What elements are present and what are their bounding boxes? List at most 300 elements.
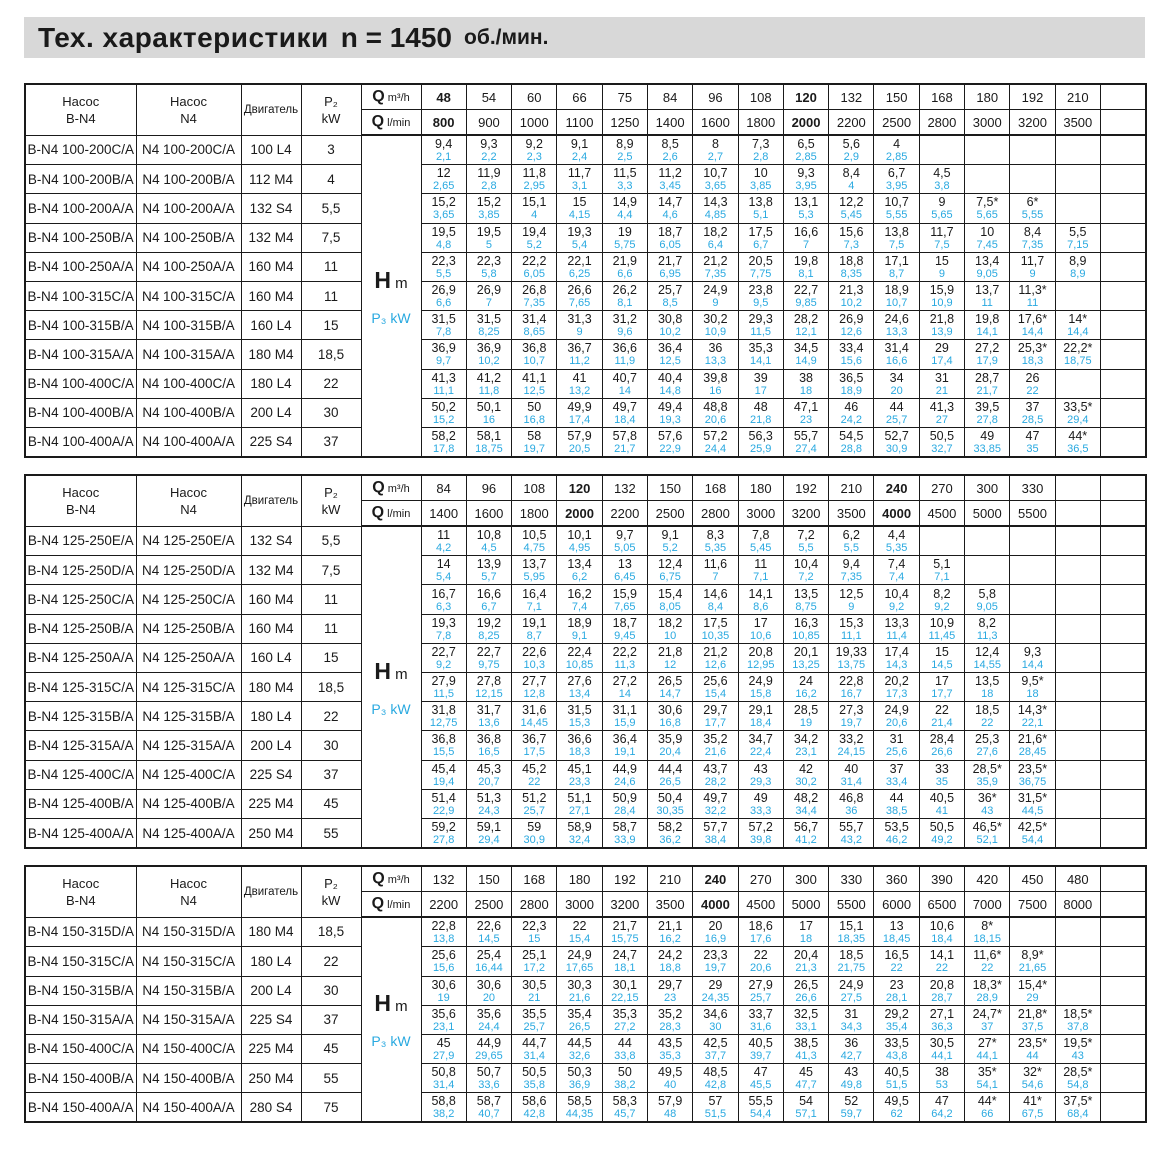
h-p3-cell <box>557 311 602 340</box>
p3-value: 22 <box>935 962 949 975</box>
h-p3-cell <box>965 1093 1010 1123</box>
h-value: 9,3 <box>797 166 815 181</box>
h-p3-cell <box>965 614 1010 643</box>
pump-table-1 <box>24 83 1147 458</box>
h-value: 21,6* <box>1017 732 1048 747</box>
h-value: 22,2* <box>1063 341 1093 356</box>
h-value: 13,7 <box>522 557 547 572</box>
h-p3-cell <box>1055 818 1100 848</box>
p3-value: 43 <box>981 804 994 817</box>
h-p3-cell <box>1010 947 1055 976</box>
p3-value: 18,9 <box>840 384 863 397</box>
h-p3-cell <box>557 731 602 760</box>
h-value: 58,9 <box>567 820 592 835</box>
p3-value: 62 <box>890 1108 903 1121</box>
h-p3-cell <box>919 311 964 340</box>
table-row <box>25 614 1146 643</box>
h-value: 35,2 <box>657 1006 683 1021</box>
p2-value: 22 <box>301 947 361 976</box>
h-value: 16,3 <box>793 615 819 630</box>
h-value: 13,8 <box>884 224 909 239</box>
h-p3-cell <box>1055 789 1100 818</box>
p3-value: 4,4 <box>617 209 633 222</box>
h-value: 29,1 <box>748 703 773 718</box>
p3-value: 10,7 <box>885 297 908 310</box>
h-value: 25,6 <box>703 674 728 689</box>
p3-value: 8,5 <box>662 297 678 310</box>
h-p3-cell <box>829 643 874 672</box>
p3-value: 34,4 <box>795 804 817 817</box>
h-p3-cell <box>466 1005 511 1034</box>
q-symbol: Q <box>372 870 385 888</box>
h-p3-cell <box>512 135 557 165</box>
h-p3-cell <box>783 731 828 760</box>
q-m3h-value: 210 <box>647 866 692 892</box>
p3-value: 2,95 <box>523 180 545 193</box>
h-p3-cell <box>602 673 647 702</box>
q-lmin-label-unit: l/min <box>384 508 411 521</box>
p3-value: 5,7 <box>481 571 497 584</box>
pump-n4-name: N4 150-400A/A <box>136 1093 241 1123</box>
q-lmin-label <box>361 501 421 527</box>
q-m3h-value <box>1100 475 1145 501</box>
p3-value: 2,3 <box>526 151 542 164</box>
h-value: 22,4 <box>567 644 592 659</box>
h-value: 7,8 <box>752 528 770 543</box>
p3-value: 10,2 <box>478 355 500 368</box>
h-p3-cell <box>1010 976 1055 1005</box>
h-p3-cell <box>1055 281 1100 310</box>
p3-value: 14,5 <box>478 933 500 946</box>
h-value: 57,9 <box>567 428 592 443</box>
h-p3-cell <box>738 526 783 556</box>
pump-n4-name: N4 125-250D/A <box>136 556 241 585</box>
p3-value: 2,6 <box>662 151 678 164</box>
h-p3-cell <box>1010 614 1055 643</box>
h-p3-cell <box>1010 702 1055 731</box>
h-p3-cell <box>421 369 466 398</box>
h-value: 57,9 <box>657 1094 683 1109</box>
h-value: 33 <box>934 761 949 776</box>
h-p3-cell <box>602 311 647 340</box>
h-value: 7,3 <box>752 137 770 152</box>
h-value: 36,8 <box>522 341 547 356</box>
h-p3-cell <box>647 673 692 702</box>
p3-value: 9 <box>848 600 855 613</box>
h-value: 17,4 <box>884 644 909 659</box>
h-p3-cell <box>874 1093 919 1123</box>
h-value: 52 <box>844 1094 859 1109</box>
h-value: 41,3 <box>929 399 955 414</box>
h-p3-cell <box>738 643 783 672</box>
motor-value: 160 M4 <box>241 585 301 614</box>
pump-n4-header-line2: N4 <box>180 110 197 126</box>
q-m3h-value: 180 <box>965 84 1010 110</box>
h-p3-cell <box>965 789 1010 818</box>
h-value: 28,2 <box>793 312 819 327</box>
q-m3h-label-unit: m³/h <box>384 874 410 887</box>
q-m3h-value: 210 <box>1055 84 1100 110</box>
h-value: 8,5 <box>661 137 679 152</box>
h-p3-cell <box>1010 223 1055 252</box>
p2-value: 11 <box>301 252 361 281</box>
p3-value: 5,8 <box>481 267 497 280</box>
h-p3-cell <box>512 281 557 310</box>
h-value: 59,1 <box>476 820 502 835</box>
h-p3-cell <box>602 585 647 614</box>
h-p3-cell <box>965 702 1010 731</box>
p3-value: 43,8 <box>885 1049 908 1062</box>
h-p3-cell <box>829 369 874 398</box>
h-p3-cell <box>783 1005 828 1034</box>
p3-value: 14,1 <box>976 326 998 339</box>
h-p3-cell <box>738 398 783 427</box>
p2-value: 37 <box>301 760 361 789</box>
h-value: 8,9* <box>1021 948 1044 963</box>
pump-bn4-name: B-N4 100-400C/A <box>25 369 136 398</box>
h-value: 50,5 <box>929 820 955 835</box>
h-p3-cell <box>421 673 466 702</box>
h-value: 50,1 <box>476 399 502 414</box>
h-p3-cell <box>602 1064 647 1093</box>
q-m3h-value <box>1055 475 1100 501</box>
motor-value: 180 L4 <box>241 702 301 731</box>
pump-n4-name: N4 100-200B/A <box>136 165 241 194</box>
h-value: 17 <box>934 674 949 689</box>
h-value: 7,4 <box>887 557 906 572</box>
table-row <box>25 252 1146 281</box>
p3-value: 23,1 <box>432 1020 455 1033</box>
p3-value: 28,1 <box>885 991 908 1004</box>
h-value: 36,7 <box>522 732 547 747</box>
p3-value: 2,8 <box>481 180 497 193</box>
p2-value: 55 <box>301 1064 361 1093</box>
p3-value: 16,5 <box>478 746 500 759</box>
h-value: 22,8 <box>431 919 456 934</box>
table-section-bn4-100 <box>24 83 1145 458</box>
h-p3-cell <box>1100 702 1145 731</box>
h-p3-cell <box>738 281 783 310</box>
h-p3-cell <box>919 526 964 556</box>
p3-value: 28,9 <box>976 991 998 1004</box>
h-p3-cell <box>512 976 557 1005</box>
pump-n4-name: N4 150-400B/A <box>136 1064 241 1093</box>
h-p3-cell <box>466 585 511 614</box>
q-lmin-value: 1600 <box>693 110 738 136</box>
p3-value: 17,6 <box>750 933 772 946</box>
p3-value: 25,6 <box>885 746 908 759</box>
h-value: 50,8 <box>431 1065 456 1080</box>
h-value: 19,4 <box>522 224 547 239</box>
h-value: 19,5* <box>1063 1035 1093 1050</box>
h-value: 32,5 <box>793 1006 819 1021</box>
h-value: 41,2 <box>476 370 502 385</box>
p3-value: 5,4 <box>571 238 588 251</box>
motor-header: Двигатель <box>241 866 301 917</box>
p3-value: 3,65 <box>704 180 727 193</box>
h-value: 24,9 <box>748 674 773 689</box>
p3-value: 39,7 <box>750 1049 772 1062</box>
h-value: 17,5 <box>703 615 728 630</box>
h-p3-cell <box>466 731 511 760</box>
motor-value: 250 M4 <box>241 818 301 848</box>
p3-value: 42,8 <box>704 1079 727 1092</box>
h-value: 18,2 <box>657 615 683 630</box>
h-p3-cell <box>466 556 511 585</box>
p3-value: 21 <box>528 991 541 1004</box>
h-value: 58,1 <box>476 428 502 443</box>
h-p3-cell <box>829 976 874 1005</box>
h-p3-cell <box>557 223 602 252</box>
p3-value: 29,3 <box>750 775 772 788</box>
p3-value: 7,35 <box>704 267 727 280</box>
p2-value: 75 <box>301 1093 361 1123</box>
p3-value: 2,8 <box>753 151 769 164</box>
p3-value: 19,3 <box>659 413 681 426</box>
h-p3-cell <box>919 976 964 1005</box>
p3-value: 33,3 <box>750 804 772 817</box>
h-value: 12,4 <box>657 557 683 572</box>
h-value: 5,8 <box>978 586 996 601</box>
h-value: 56,3 <box>748 428 773 443</box>
p3-value: 14,7 <box>659 688 681 701</box>
p3-value: 10 <box>664 629 677 642</box>
h-p3-cell <box>783 194 828 223</box>
h-p3-cell <box>1100 135 1145 165</box>
h-value: 11,7 <box>567 166 592 181</box>
pump-bn4-header <box>25 866 136 917</box>
h-p3-cell <box>557 818 602 848</box>
q-lmin-value: 5500 <box>829 892 874 918</box>
p3-value: 20,6 <box>704 413 727 426</box>
p3-value: 7,4 <box>888 571 905 584</box>
p3-value: 54,6 <box>1021 1079 1044 1092</box>
h-p3-cell <box>919 917 964 947</box>
q-m3h-value: 120 <box>783 84 828 110</box>
p3-value: 8,1 <box>798 267 814 280</box>
p3-value: 11,4 <box>886 629 907 642</box>
p3-value: 54,1 <box>976 1079 998 1092</box>
h-value: 56,7 <box>793 820 819 835</box>
h-p3-cell <box>874 731 919 760</box>
h-p3-cell <box>783 1093 828 1123</box>
table-row <box>25 1005 1146 1034</box>
p3-value: 7,8 <box>436 326 452 339</box>
h-value: 31,6 <box>522 703 547 718</box>
h-value: 38 <box>799 370 813 385</box>
q-m3h-value <box>1100 84 1145 110</box>
pump-bn4-name: B-N4 100-315B/A <box>25 311 136 340</box>
h-value: 30,3 <box>567 977 592 992</box>
h-value: 9,1 <box>570 137 589 152</box>
pump-n4-name: N4 100-200A/A <box>136 194 241 223</box>
table-section-bn4-125 <box>24 474 1145 849</box>
h-value: 19,33 <box>835 644 867 659</box>
h-p3-cell <box>829 1093 874 1123</box>
p3-value: 11,1 <box>841 629 862 642</box>
p3-value: 27,5 <box>840 991 863 1004</box>
table-row <box>25 526 1146 556</box>
p3-value: 20,7 <box>478 775 500 788</box>
h-value: 51,3 <box>476 790 502 805</box>
pump-bn4-name: B-N4 150-400B/A <box>25 1064 136 1093</box>
p3-value: 7,35 <box>1021 238 1044 251</box>
p3-value: 25,7 <box>523 804 545 817</box>
h-p3-cell <box>602 281 647 310</box>
h-p3-cell <box>1010 427 1055 457</box>
h-p3-cell <box>829 760 874 789</box>
h-value: 21,8* <box>1017 1006 1048 1021</box>
h-p3-cell <box>874 760 919 789</box>
motor-value: 250 M4 <box>241 1064 301 1093</box>
h-value: 11,5 <box>613 166 637 181</box>
h-p3-cell <box>647 1093 692 1123</box>
p3-value: 16,7 <box>840 688 863 701</box>
h-value: 45,2 <box>522 761 547 776</box>
h-value: 8 <box>711 137 719 152</box>
h-p3-cell <box>738 194 783 223</box>
p3-value: 28,45 <box>1018 746 1047 759</box>
p3-value: 36,2 <box>659 834 681 847</box>
p3-value: 37 <box>981 1020 994 1033</box>
h-p3-cell <box>965 556 1010 585</box>
p3-value: 18,4 <box>614 413 636 426</box>
h-p3-cell <box>783 165 828 194</box>
p3-value: 5,45 <box>840 209 863 222</box>
p3-value: 10,3 <box>523 658 545 671</box>
h-p3-cell <box>421 947 466 976</box>
h-p3-cell <box>1100 252 1145 281</box>
h-value: 57,8 <box>612 428 637 443</box>
h-p3-cell <box>829 135 874 165</box>
h-p3-cell <box>421 643 466 672</box>
h-value: 4,4 <box>887 528 906 543</box>
h-value: 15,4* <box>1017 977 1048 992</box>
p3-value: 6,05 <box>523 267 545 280</box>
p3-value: 14,8 <box>659 384 681 397</box>
h-p3-cell <box>783 526 828 556</box>
h-p3-cell <box>647 1005 692 1034</box>
p3-value: 4,85 <box>704 209 727 222</box>
p2-value: 11 <box>301 281 361 310</box>
table-row <box>25 789 1146 818</box>
h-p3-cell <box>1100 398 1145 427</box>
p3-value: 18,4 <box>750 717 772 730</box>
h-p3-cell <box>1055 731 1100 760</box>
h-p3-cell <box>1055 760 1100 789</box>
h-p3-cell <box>421 789 466 818</box>
table-row <box>25 1064 1146 1093</box>
h-value: 49,7 <box>612 399 637 414</box>
p3-value: 33,85 <box>973 442 1001 455</box>
p3-value: 42,7 <box>840 1049 863 1062</box>
p2-value: 22 <box>301 369 361 398</box>
h-value: 33,2 <box>839 732 864 747</box>
h-p3-cell <box>829 398 874 427</box>
h-p3-cell <box>602 1005 647 1034</box>
h-value: 26,5 <box>793 977 819 992</box>
h-p3-cell <box>1100 917 1145 947</box>
h-value: 8,9 <box>1069 253 1087 268</box>
h-p3-cell <box>693 526 738 556</box>
pump-bn4-header-line1: Насос <box>62 93 100 109</box>
pump-n4-name: N4 125-315C/A <box>136 673 241 702</box>
h-p3-cell <box>466 281 511 310</box>
p3-value: 5,55 <box>1021 209 1044 222</box>
p3-value: 21,6 <box>568 991 591 1004</box>
p3-value: 5,05 <box>614 542 636 555</box>
q-lmin-value: 7000 <box>965 892 1010 918</box>
h-p3-cell <box>421 976 466 1005</box>
h-p3-cell <box>693 731 738 760</box>
q-lmin-value <box>1100 110 1145 136</box>
table-row <box>25 1034 1146 1063</box>
p3-value: 12,6 <box>704 658 727 671</box>
p3-value: 8,25 <box>478 629 500 642</box>
p3-value: 26,6 <box>931 746 953 759</box>
h-p3-cell <box>919 556 964 585</box>
pump-bn4-name: B-N4 150-315B/A <box>25 976 136 1005</box>
h-p3-cell <box>466 614 511 643</box>
pump-n4-name: N4 150-315D/A <box>136 917 241 947</box>
h-value: 30,2 <box>703 312 728 327</box>
h-value: 41,1 <box>522 370 547 385</box>
p3-value: 19,7 <box>704 962 727 975</box>
p3-value: 8,9 <box>1070 267 1086 280</box>
h-value: 14,1 <box>929 948 955 963</box>
table-row <box>25 1093 1146 1123</box>
h-p3-cell <box>466 1064 511 1093</box>
h-p3-cell <box>647 947 692 976</box>
pump-bn4-name: B-N4 150-315A/A <box>25 1005 136 1034</box>
p3-value: 16,8 <box>523 413 545 426</box>
h-value: 5,5 <box>1069 224 1087 239</box>
table-body <box>25 526 1146 848</box>
p3-value: 33,8 <box>614 1049 636 1062</box>
h-p3-cell <box>512 194 557 223</box>
h-p3-cell <box>512 818 557 848</box>
h-p3-cell <box>1010 917 1055 947</box>
h-p3-cell <box>1100 614 1145 643</box>
q-symbol: Q <box>371 895 385 913</box>
p3-value: 27,6 <box>976 746 998 759</box>
p3-value: 5,2 <box>662 542 678 555</box>
q-m3h-value: 108 <box>512 475 557 501</box>
p3-value: 9 <box>1029 267 1036 280</box>
q-lmin-label-unit: l/min <box>384 117 411 129</box>
h-p3-cell <box>602 252 647 281</box>
h-value: 36,4 <box>612 732 637 747</box>
h-p3-cell <box>919 427 964 457</box>
p3-value: 27,2 <box>614 1020 636 1033</box>
h-p3-cell <box>557 976 602 1005</box>
h-value: 11,8 <box>522 166 546 181</box>
q-lmin-value: 5000 <box>965 501 1010 527</box>
h-value: 10,8 <box>476 528 502 543</box>
pump-n4-name: N4 100-400B/A <box>136 398 241 427</box>
h-value: 14,9 <box>612 195 637 210</box>
h-p3-cell <box>512 1064 557 1093</box>
p3-value: 22,9 <box>432 804 455 817</box>
h-p3-units-cell <box>361 135 421 457</box>
h-p3-cell <box>1100 673 1145 702</box>
p3-value: 14,4 <box>1067 326 1089 339</box>
h-p3-cell <box>965 818 1010 848</box>
p3-value: 8,75 <box>795 600 817 613</box>
p3-value: 7,65 <box>568 297 591 310</box>
p3-value: 36 <box>845 804 858 817</box>
h-p3-cell <box>738 223 783 252</box>
